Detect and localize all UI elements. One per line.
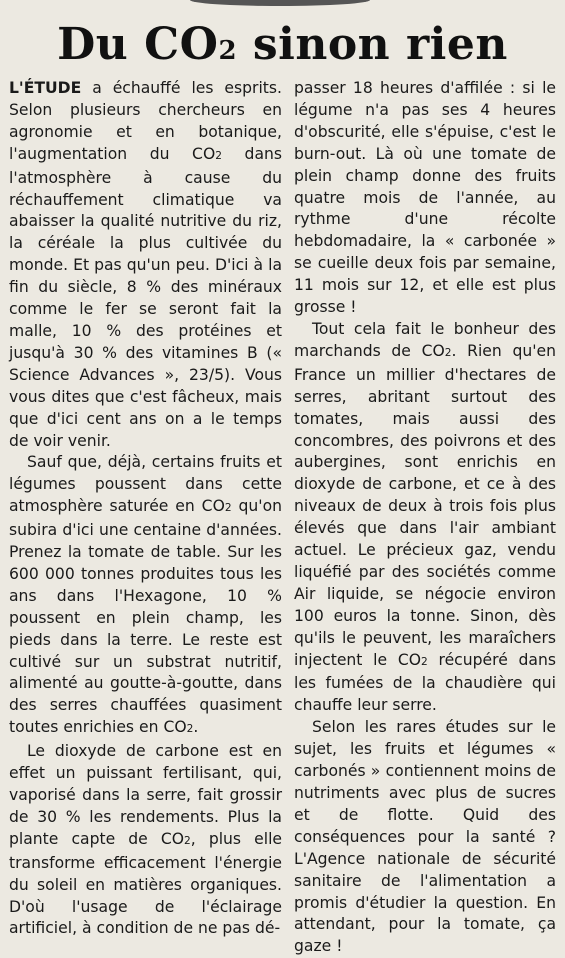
headline-before: Du CO bbox=[57, 19, 219, 70]
headline-subscript: 2 bbox=[218, 36, 238, 66]
paragraph-text: Sauf que, déjà, certains fruits et légumes poussent dans cette atmosphère saturée en CO2 qu'on subira d'ici une centaine d'années. Prenez la tomate de table. Sur les 600 000 tonnes produites tous les ans dans l'Hexagone, 10 % poussent en plein champ, les pieds dans la terre. Le reste est cultivé sur un substrat nutritif, alimenté au goutte-à-goutte, dans des serres chauffées quasiment toutes enrichies en CO2. bbox=[9, 453, 282, 737]
paragraph bbox=[294, 319, 556, 717]
paragraph-text: Tout cela fait le bonheur des marchands de CO2. Rien qu'en France un millier d'hectares de serres, abritant surtout des tomates, mais aussi des concombres, des poivrons et des aubergines, sont enrichis en dioxyde de carbone, et ce à des niveaux de deux à trois fois plus élevés que dans l'air ambiant actuel. Le précieux gaz, vendu liquéfié par des sociétés comme Air liquide, se négocie environ 100 euros la tonne. Sinon, dès qu'ils le peuvent, les maraîchers injectent le CO2 récupéré dans les fumées de la chaudière qui chauffe leur serre. bbox=[294, 319, 556, 715]
paragraph-text: a échauffé les esprits. Selon plusieurs chercheurs en agronomie et en botanique, l'augmentation du CO2 dans l'atmosphère à cause du réchauffement climatique va abaisser la qualité nutritive du riz, la céréale la plus cultivée du monde. Et pas qu'un peu. D'ici à la fin du siècle, 8 % des minéraux comme le fer se seront fait la malle, 10 % des protéines et jusqu'à 30 % des vitamines B (« Science Advances », 23/5). Vous vous dites que c'est fâcheux, mais que d'ici cent ans on a le temps de voir venir. bbox=[9, 79, 283, 450]
top-ornament bbox=[190, 0, 370, 6]
headline-after: sinon rien bbox=[237, 19, 508, 70]
headline bbox=[0, 20, 565, 76]
paragraph-text: Le dioxyde de carbone est en effet un puissant fertilisant, qui, vaporisé dans la serre, fait grossir de 30 % les rendements. Plus la plante capte de CO2, plus elle transforme efficacement l'énergie du soleil en matières organiques. D'où l'usage de l'éclairage artificiel, à condition de ne pas dé- bbox=[9, 742, 282, 938]
paragraph-text: Selon les rares études sur le sujet, les fruits et légumes « carbonés » contiennent moins de nutriments avec plus de sucres et de flotte. Quid des conséquences pour la santé ? L'Agence nationale de sécurité sanitaire de l'alimentation a promis d'étudier la question. En attendant, pour la tomate, ça gaze ! bbox=[294, 718, 556, 956]
paragraph bbox=[9, 741, 282, 940]
article-column-right bbox=[294, 78, 556, 958]
article-column-left bbox=[9, 78, 282, 940]
paragraph bbox=[9, 78, 282, 452]
paragraph bbox=[294, 78, 556, 319]
paragraph bbox=[294, 717, 556, 958]
paragraph-text: passer 18 heures d'affilée : si le légume n'a pas ses 4 heures d'obscurité, elle s'épuise, c'est le burn-out. Là où une tomate de plein champ donne des fruits quatre mois de l'année, au rythme d'une récolte hebdomadaire, la « carbonée » se cueille deux fois par semaine, 11 mois sur 12, et elle est plus grosse ! bbox=[294, 79, 556, 317]
kicker: L'ÉTUDE bbox=[9, 79, 82, 97]
paragraph bbox=[9, 452, 282, 741]
